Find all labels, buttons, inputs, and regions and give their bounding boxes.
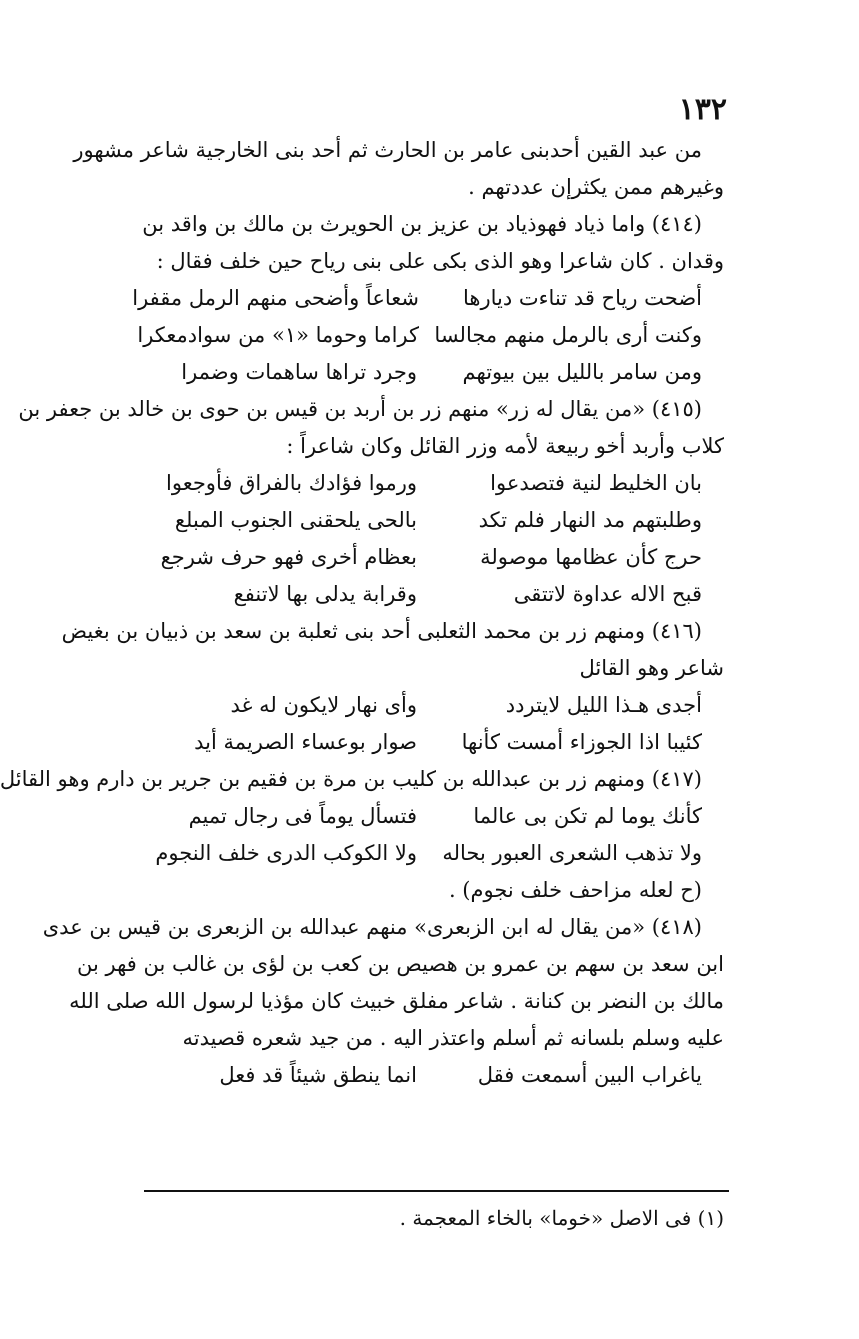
verse-line	[144, 354, 724, 391]
text-line: (٤١٨) «من يقال له ابن الزبعرى» منهم عبدالله بن الزبعرى بن قيس بن عدى	[42, 915, 702, 939]
verse-first-hemistich: قبح الاله عداوة لاتتقى	[513, 582, 702, 606]
main-text	[0, 132, 724, 1094]
paragraph	[18, 391, 724, 465]
text-line: (٤١٧) ومنهم زر بن عبدالله بن كليب بن مرة بن فقيم بن جرير بن دارم وهو القائل	[0, 767, 702, 791]
verse-second-hemistich: بعظام أخرى فهو حرف شرجع	[160, 545, 417, 569]
text-line: (٤١٦) ومنهم زر بن محمد الثعلبى أحد بنى ثعلبة بن سعد بن ذبيان بن بغيض	[61, 619, 702, 643]
verse-second-hemistich: صوار بوعساء الصريمة أيد	[194, 730, 417, 754]
verse-second-hemistich: فتسأل يوماً فى رجال تميم	[188, 804, 417, 828]
verse-first-hemistich: وطلبتهم مد النهار فلم تكد	[478, 508, 702, 532]
paragraph	[61, 613, 724, 687]
verse-second-hemistich: شعاعاً وأضحى منهم الرمل مقفرا	[132, 286, 419, 310]
text-line: من عبد القين أحدبنى عامر بن الحارث ثم أحد بنى الخارجية شاعر مشهور	[73, 138, 702, 162]
verse-second-hemistich: انما ينطق شيئاً قد فعل	[219, 1063, 417, 1087]
text-line: ابن سعد بن سهم بن عمرو بن هصيص بن كعب بن لؤى بن غالب بن فهر بن	[76, 952, 724, 976]
page-number: ١٣٢	[678, 92, 727, 127]
footnote: (١) فى الاصل «خوما» بالخاء المعجمة .	[399, 1206, 724, 1230]
verse-line	[144, 502, 724, 539]
verse-line	[144, 1057, 724, 1094]
paragraph	[0, 761, 724, 798]
verse-line	[144, 798, 724, 835]
verse-first-hemistich: بان الخليط لنية فتصدعوا	[490, 471, 702, 495]
verse-line	[144, 724, 724, 761]
verse-second-hemistich: كراما وحوما «١» من سوادمعكرا	[137, 323, 419, 347]
text-line: (٤١٤) واما ذياد فهوذياد بن عزيز بن الحويرث بن مالك بن واقد بن	[142, 212, 702, 236]
text-line: كلاب وأربد أخو ربيعة لأمه وزر القائل وكان شاعراً :	[286, 434, 724, 458]
verse-second-hemistich: ولا الكوكب الدرى خلف النجوم	[155, 841, 417, 865]
verse-first-hemistich: ومن سامر بالليل بين بيوتهم	[462, 360, 702, 384]
verse-line	[144, 465, 724, 502]
paragraph	[73, 132, 724, 206]
text-line: (٤١٥) «من يقال له زر» منهم زر بن أربد بن قيس بن حوى بن خالد بن جعفر بن	[18, 397, 702, 421]
verse-first-hemistich: كئيبا اذا الجوزاء أمست كأنها	[461, 730, 702, 754]
verse-line	[132, 280, 724, 317]
footnote-divider	[144, 1190, 729, 1192]
text-line: شاعر وهو القائل	[579, 656, 724, 680]
verse-first-hemistich: حرج كأن عظامها موصولة	[480, 545, 702, 569]
verse-line	[144, 835, 724, 872]
verse-second-hemistich: وقرابة يدلى بها لاتنفع	[233, 582, 417, 606]
verse-line	[144, 687, 724, 724]
verse-first-hemistich: أضحت رياح قد تناءت ديارها	[463, 286, 702, 310]
verse-first-hemistich: كأنك يوما لم تكن بى عالما	[473, 804, 702, 828]
text-line: وغيرهم ممن يكثرإن عددتهم .	[468, 175, 724, 199]
verse-first-hemistich: وكنت أرى بالرمل منهم مجالسا	[434, 323, 702, 347]
text-line: وقدان . كان شاعرا وهو الذى بكى على بنى رياح حين خلف فقال :	[156, 249, 724, 273]
verse-line	[137, 317, 724, 354]
text-line: مالك بن النضر بن كنانة . شاعر مفلق خبيث كان مؤذيا لرسول الله صلى الله	[69, 989, 724, 1013]
text-line: عليه وسلم بلسانه ثم أسلم واعتذر اليه . من جيد شعره قصيدته	[182, 1026, 724, 1050]
editorial-note: (ح لعله مزاحف خلف نجوم) .	[448, 878, 702, 902]
verse-second-hemistich: بالحى يلحقنى الجنوب المبلع	[174, 508, 417, 532]
verse-first-hemistich: ياغراب البين أسمعت فقل	[477, 1063, 702, 1087]
verse-line	[144, 539, 724, 576]
verse-second-hemistich: وجرد تراها ساهمات وضمرا	[181, 360, 417, 384]
verse-second-hemistich: ورموا فؤادك بالفراق فأوجعوا	[166, 471, 417, 495]
paragraph	[144, 206, 724, 280]
paragraph	[42, 909, 724, 1057]
verse-second-hemistich: وأى نهار لايكون له غد	[230, 693, 417, 717]
verse-first-hemistich: أجدى هـذا الليل لايتردد	[505, 693, 702, 717]
verse-first-hemistich: ولا تذهب الشعرى العبور بحاله	[442, 841, 702, 865]
verse-line	[144, 576, 724, 613]
